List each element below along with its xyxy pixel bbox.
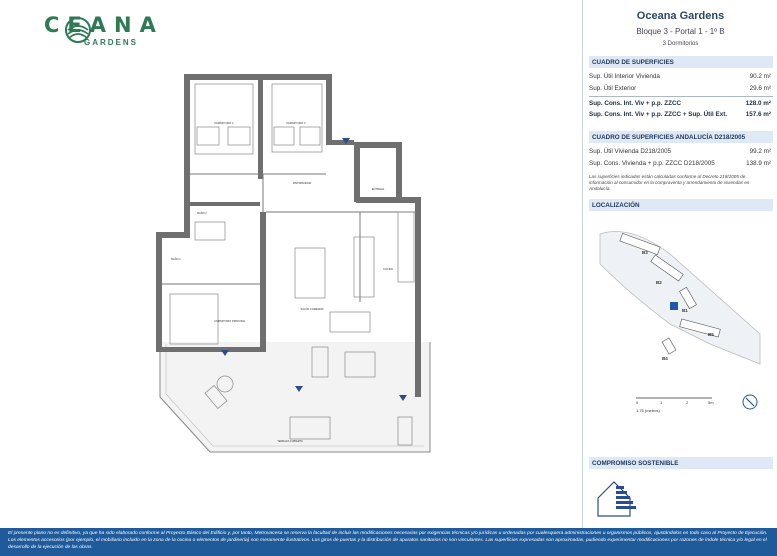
location-map [590,214,770,424]
block-label: B3 [642,250,648,255]
scale-tick: 5m [708,400,714,405]
divider [589,96,773,97]
room-label-cocina: COCINA [382,268,394,271]
surface-row: Sup. Útil Interior Vivienda 90.2 m² [589,73,771,80]
scale-label: 1:75 (metros) [636,408,660,413]
scale-tick: 2 [686,400,689,405]
block-label: B2 [656,280,662,285]
unit-location: Bloque 3 - Portal 1 - 1º B [636,27,725,36]
bedroom-count: 3 Dormitorios [662,41,699,47]
block-label: B1 [682,308,688,313]
block-label: B4 [662,356,668,361]
scale-tick: 0 [636,400,639,405]
andalucia-row: Sup. Útil Vivienda D218/2005 99.2 m² [589,148,771,155]
legal-disclaimer: El presente plano no es definitivo, ya que ha sido elaborado conforme al Proyecto Básico del Edificio y, por tanto, Metrovacesa se reserva la facultad de incluir las modificaciones necesarias por exigencias técnicas y/o jurídicas u ordenadas por cualesquiera administraciones u organismos públicos, ajustándolos en todo caso al Proyecto de Ejecución. Los elementos accesorios (por ejemplo, el mobiliario incluido en la zona de la cocina o elementos de jardinería) son meramente ilustrativos. Los giros de puertas y la distribución de aparatos sanitarios no son vinculantes. Las superficies expresadas son aproximadas, pudiendo experimentar modificaciones por razones de índole técnica y/o legal en el desarrollo de la ejecución de las obras. [0,528,777,556]
project-title: Oceana Gardens [636,10,725,22]
logo-subtitle: GARDENS [84,38,139,47]
room-label-entrada: ENTRADA [371,188,385,191]
block-label: B5 [708,332,714,337]
sustainability-heading: COMPROMISO SOSTENIBLE [589,457,773,469]
surfaces-heading: CUADRO DE SUPERFICIES [589,56,773,68]
location-heading: LOCALIZACIÓN [589,199,773,211]
room-label-terraza: TERRAZA CUBIERTA [277,440,303,443]
surface-row: Sup. Cons. Int. Viv + p.p. ZZCC + Sup. Útil Ext. 157.6 m² [589,111,771,118]
surface-row: Sup. Útil Exterior 29.6 m² [589,85,771,92]
room-label-dorm2: DORMITORIO 2 [214,122,234,125]
floor-plan [150,62,450,462]
andalucia-heading: CUADRO DE SUPERFICIES ANDALUCÍA D218/2005 [589,131,773,143]
decree-note: Las superficies indicadas están calculadas conforme al Decreto 218/2005 de información al consumidor en la compraventa y arrendamiento de viviendas en Andalucía. [589,174,750,191]
sustainability-house-icon [590,472,650,520]
terrace-outline [160,342,430,452]
room-label-salon: SALÓN COMEDOR [300,308,324,311]
room-label-principal: DORMITORIO PRINCIPAL [214,320,246,323]
room-label-dorm3: DORMITORIO 3 [286,122,306,125]
room-label-distrib: DISTRIBUIDOR [292,182,312,185]
scale-tick: 1 [660,400,663,405]
room-label-bano2: BAÑO 2 [197,212,207,215]
andalucia-row: Sup. Cons. Vivienda + p.p. ZZCC D218/2005 138.9 m² [589,160,771,167]
surface-row: Sup. Cons. Int. Viv + p.p. ZZCC 128.0 m² [589,100,771,107]
room-label-bano1: BAÑO 1 [171,258,181,261]
logo-wordmark: CEANA [44,13,164,37]
